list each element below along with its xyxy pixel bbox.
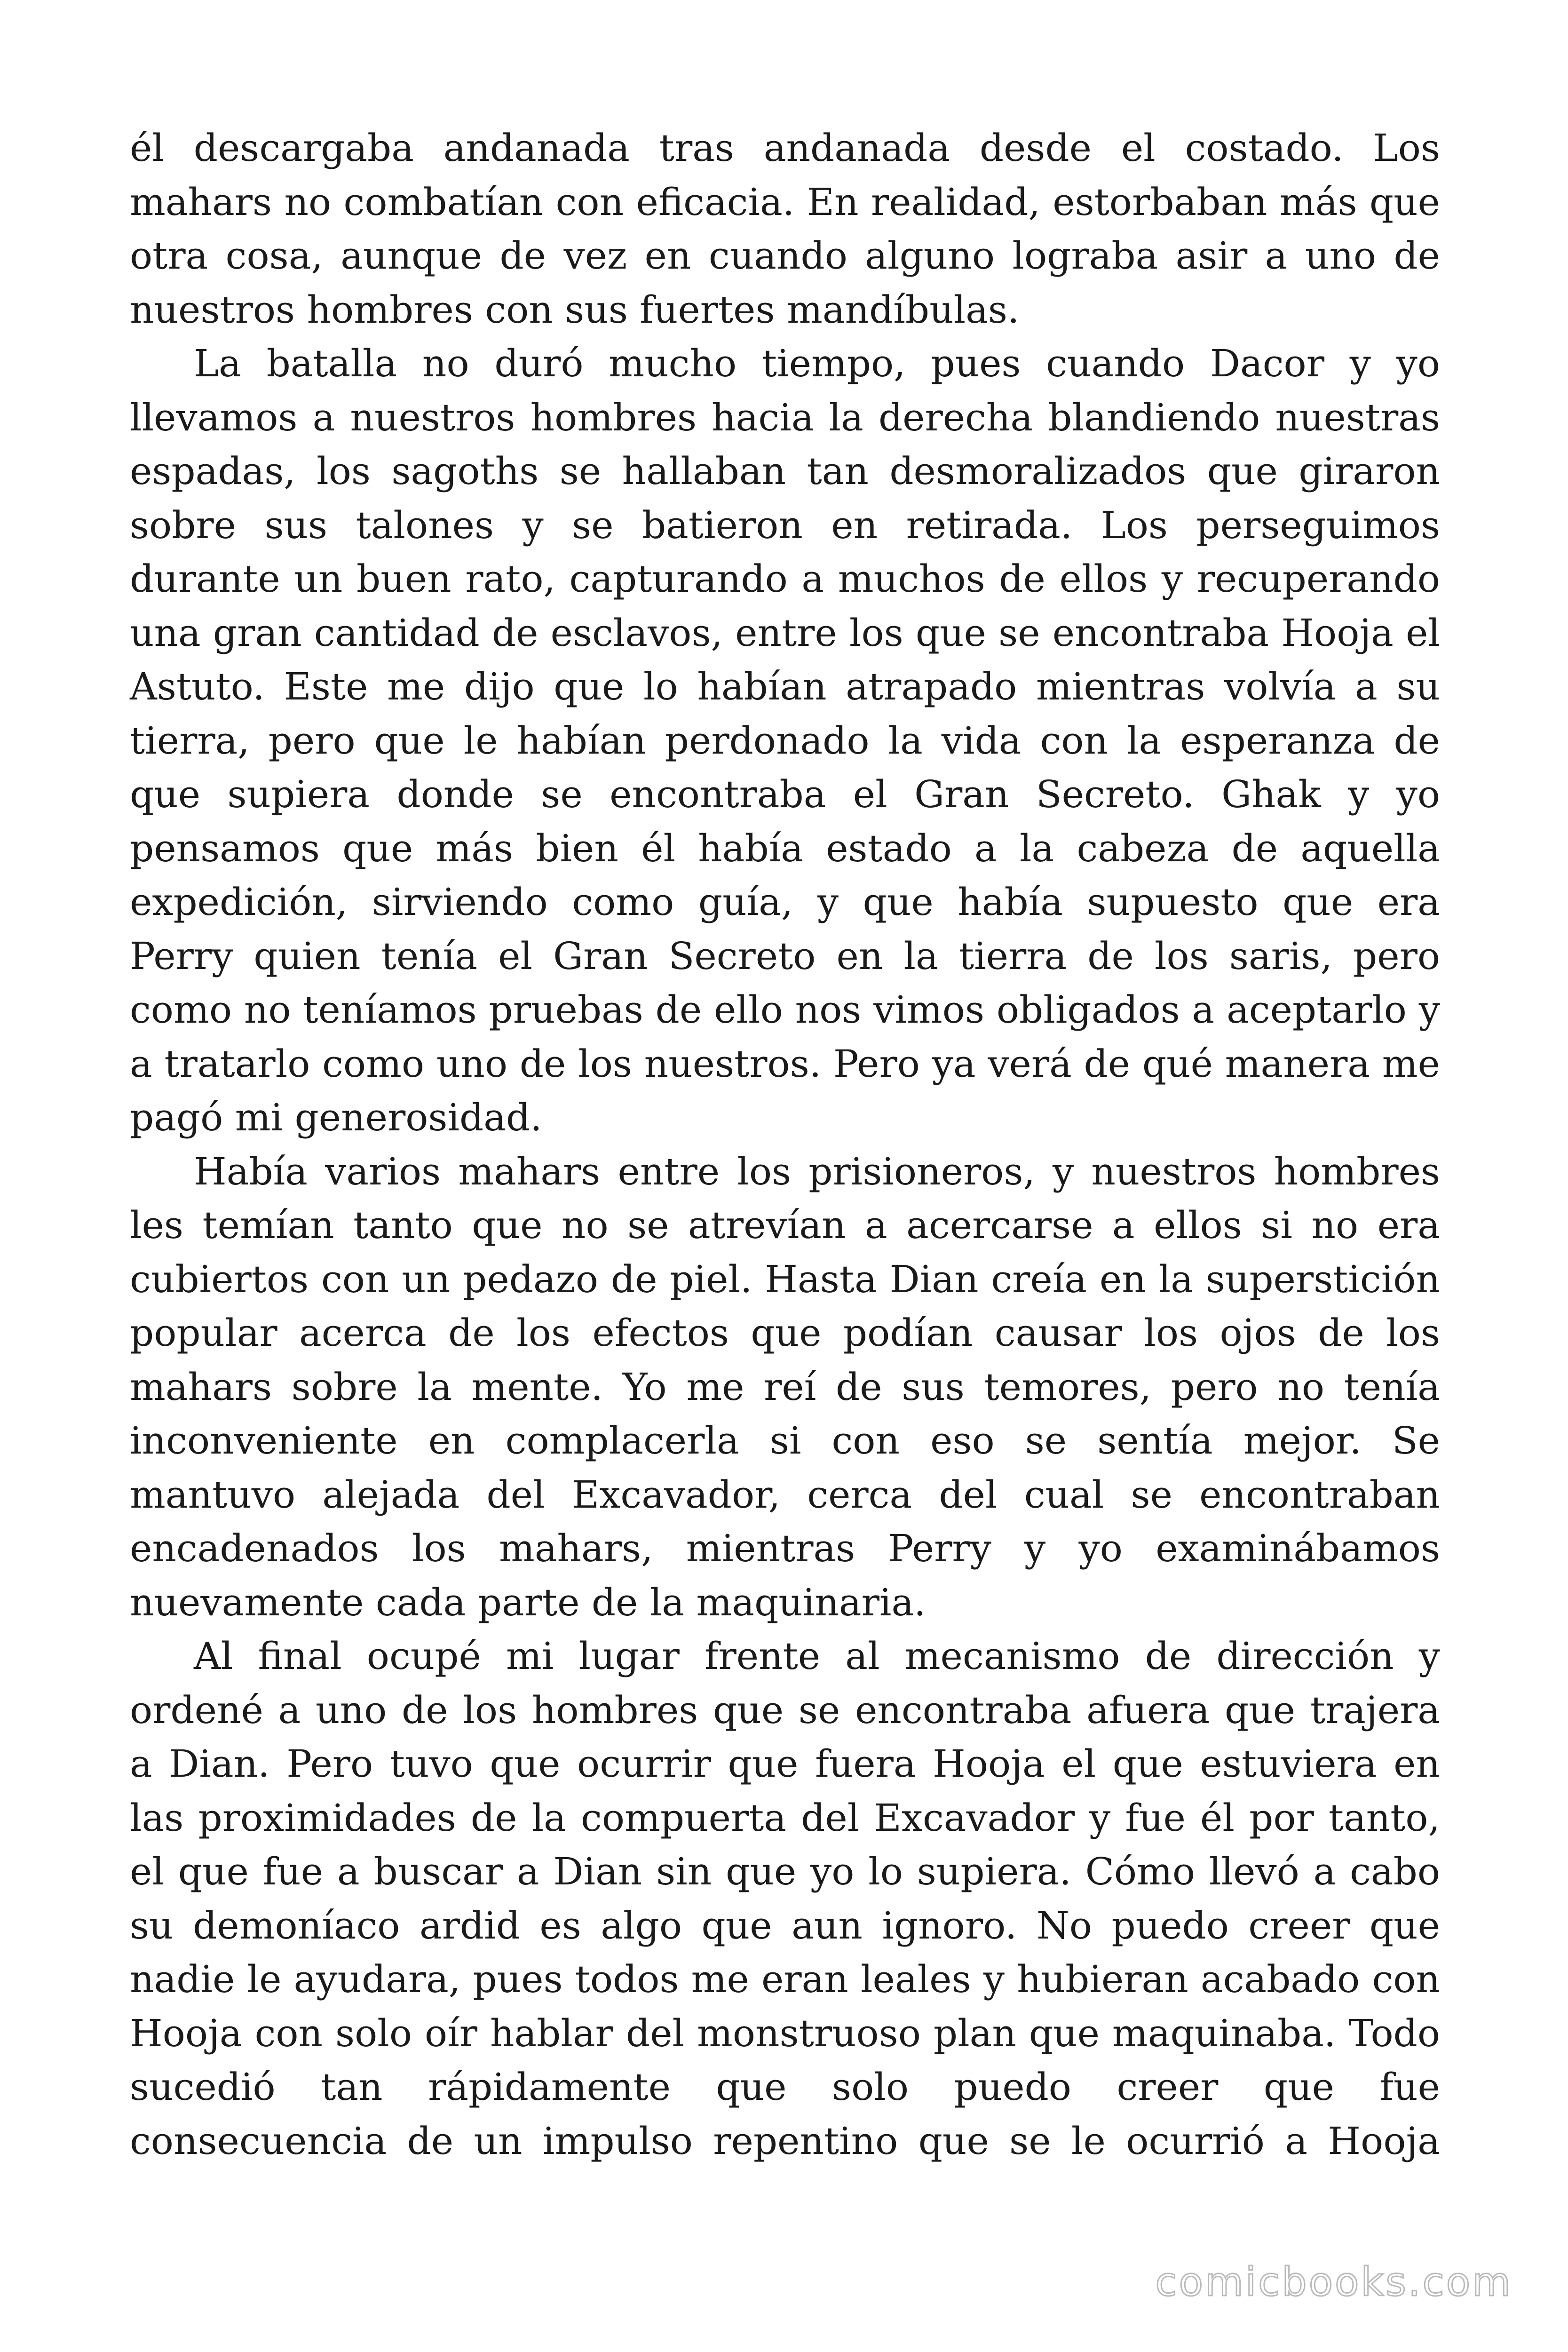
- body-text: [130, 121, 1440, 2168]
- paragraph-2: La batalla no duró mucho tiempo, pues cuando Dacor y yo llevamos a nuestros hombres hacia la derecha blandiendo nuestras espadas, los sagoths se hallaban tan desmoralizados que giraron sobre sus talones y se batieron en retirada. Los perseguimos durante un buen rato, capturando a muchos de ellos y recuperando una gran cantidad de esclavos, entre los que se encontraba Hooja el Astuto. Este me dijo que lo habían atrapado mientras volvía a su tierra, pero que le habían perdonado la vida con la esperanza de que supiera donde se encontraba el Gran Secreto. Ghak y yo pensamos que más bien él había estado a la cabeza de aquella expedición, sirviendo como guía, y que había supuesto que era Perry quien tenía el Gran Secreto en la tierra de los saris, pero como no teníamos pruebas de ello nos vimos obligados a aceptarlo y a tratarlo como uno de los nuestros. Pero ya verá de qué manera me pagó mi generosidad.: [130, 342, 1440, 1139]
- paragraph-1: él descargaba andanada tras andanada desde el costado. Los mahars no combatían con eficacia. En realidad, estorbaban más que otra cosa, aunque de vez en cuando alguno lograba asir a uno de nuestros hombres con sus fuertes mandíbulas.: [130, 126, 1440, 332]
- paragraph-4: Al final ocupé mi lugar frente al mecanismo de dirección y ordené a uno de los hombres que se encontraba afuera que trajera a Dian. Pero tuvo que ocurrir que fuera Hooja el que estuviera en las proximidades de la compuerta del Excavador y fue él por tanto, el que fue a buscar a Dian sin que yo lo supiera. Cómo llevó a cabo su demoníaco ardid es algo que aun ignoro. No puedo creer que nadie le ayudara, pues todos me eran leales y hubieran acabado con Hooja con solo oír hablar del monstruoso plan que maquinaba. Todo sucedió tan rápidamente que solo puedo creer que fue consecuencia de un impulso repentino que se le ocurrió a Hooja: [130, 1634, 1440, 2163]
- watermark: comicbooks.com: [1155, 2259, 1513, 2305]
- paragraph-3: Había varios mahars entre los prisioneros, y nuestros hombres les temían tanto que no se atrevían a acercarse a ellos si no era cubiertos con un pedazo de piel. Hasta Dian creía en la superstición popular acerca de los efectos que podían causar los ojos de los mahars sobre la mente. Yo me reí de sus temores, pero no tenía inconveniente en complacerla si con eso se sentía mejor. Se mantuvo alejada del Excavador, cerca del cual se encontraban encadenados los mahars, mientras Perry y yo examinábamos nuevamente cada parte de la maquinaria.: [130, 1149, 1440, 1624]
